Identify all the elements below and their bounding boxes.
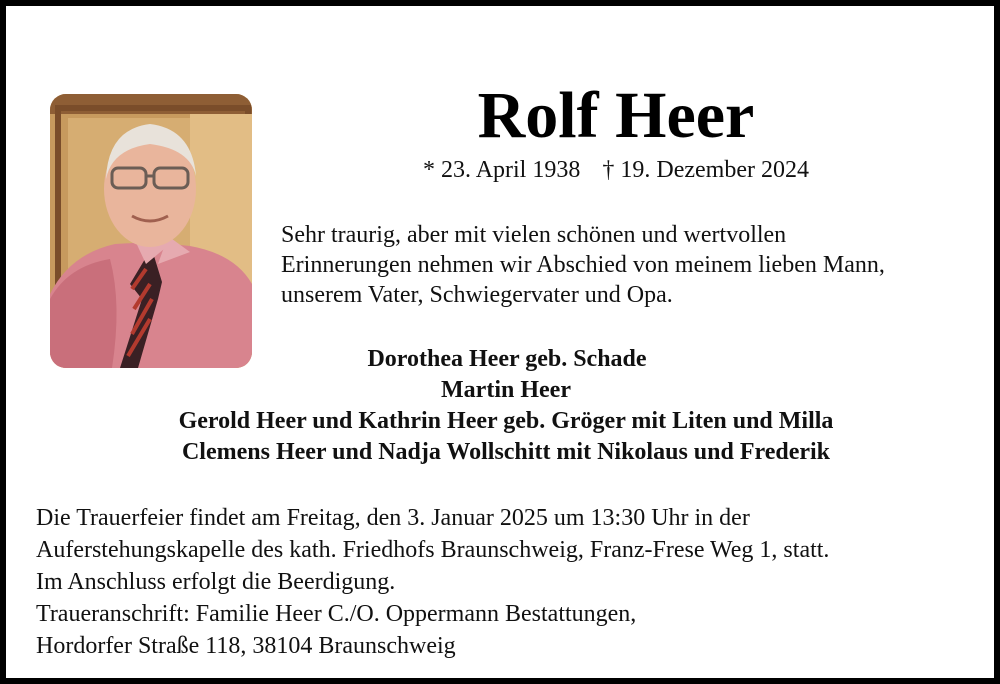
mourner-line: Gerold Heer und Kathrin Heer geb. Gröger mit Liten und Milla — [178, 408, 834, 434]
info-line: Auferstehungskapelle des kath. Friedhofs Braunschweig, Franz-Frese Weg 1, statt. — [36, 537, 830, 563]
mourner-line: Martin Heer — [441, 377, 571, 403]
info-line: Die Trauerfeier findet am Freitag, den 3. Januar 2025 um 13:30 Uhr in der — [36, 505, 750, 531]
info-line: Traueranschrift: Familie Heer C./O. Oppermann Bestattungen, — [36, 601, 637, 627]
mourner-line: Dorothea Heer geb. Schade — [367, 346, 647, 372]
mourners-list — [6, 344, 1000, 468]
info-line: Im Anschluss erfolgt die Beerdigung. — [36, 569, 396, 595]
birth-date: * 23. April 1938 — [423, 157, 581, 183]
death-date: † 19. Dezember 2024 — [602, 157, 809, 183]
portrait-photo — [50, 94, 252, 368]
deceased-name: Rolf Heer — [477, 79, 755, 152]
life-dates — [306, 154, 926, 186]
message-line: unserem Vater, Schwiegervater und Opa. — [281, 282, 673, 308]
mourner-line: Clemens Heer und Nadja Wollschitt mit Nikolaus und Frederik — [181, 439, 831, 465]
portrait-image — [50, 94, 252, 368]
message-line: Erinnerungen nehmen wir Abschied von meinem lieben Mann, — [281, 252, 885, 278]
message-line: Sehr traurig, aber mit vielen schönen und wertvollen — [281, 222, 787, 248]
info-line: Hordorfer Straße 118, 38104 Braunschweig — [36, 633, 456, 659]
farewell-message — [281, 220, 986, 310]
funeral-info — [36, 502, 986, 662]
